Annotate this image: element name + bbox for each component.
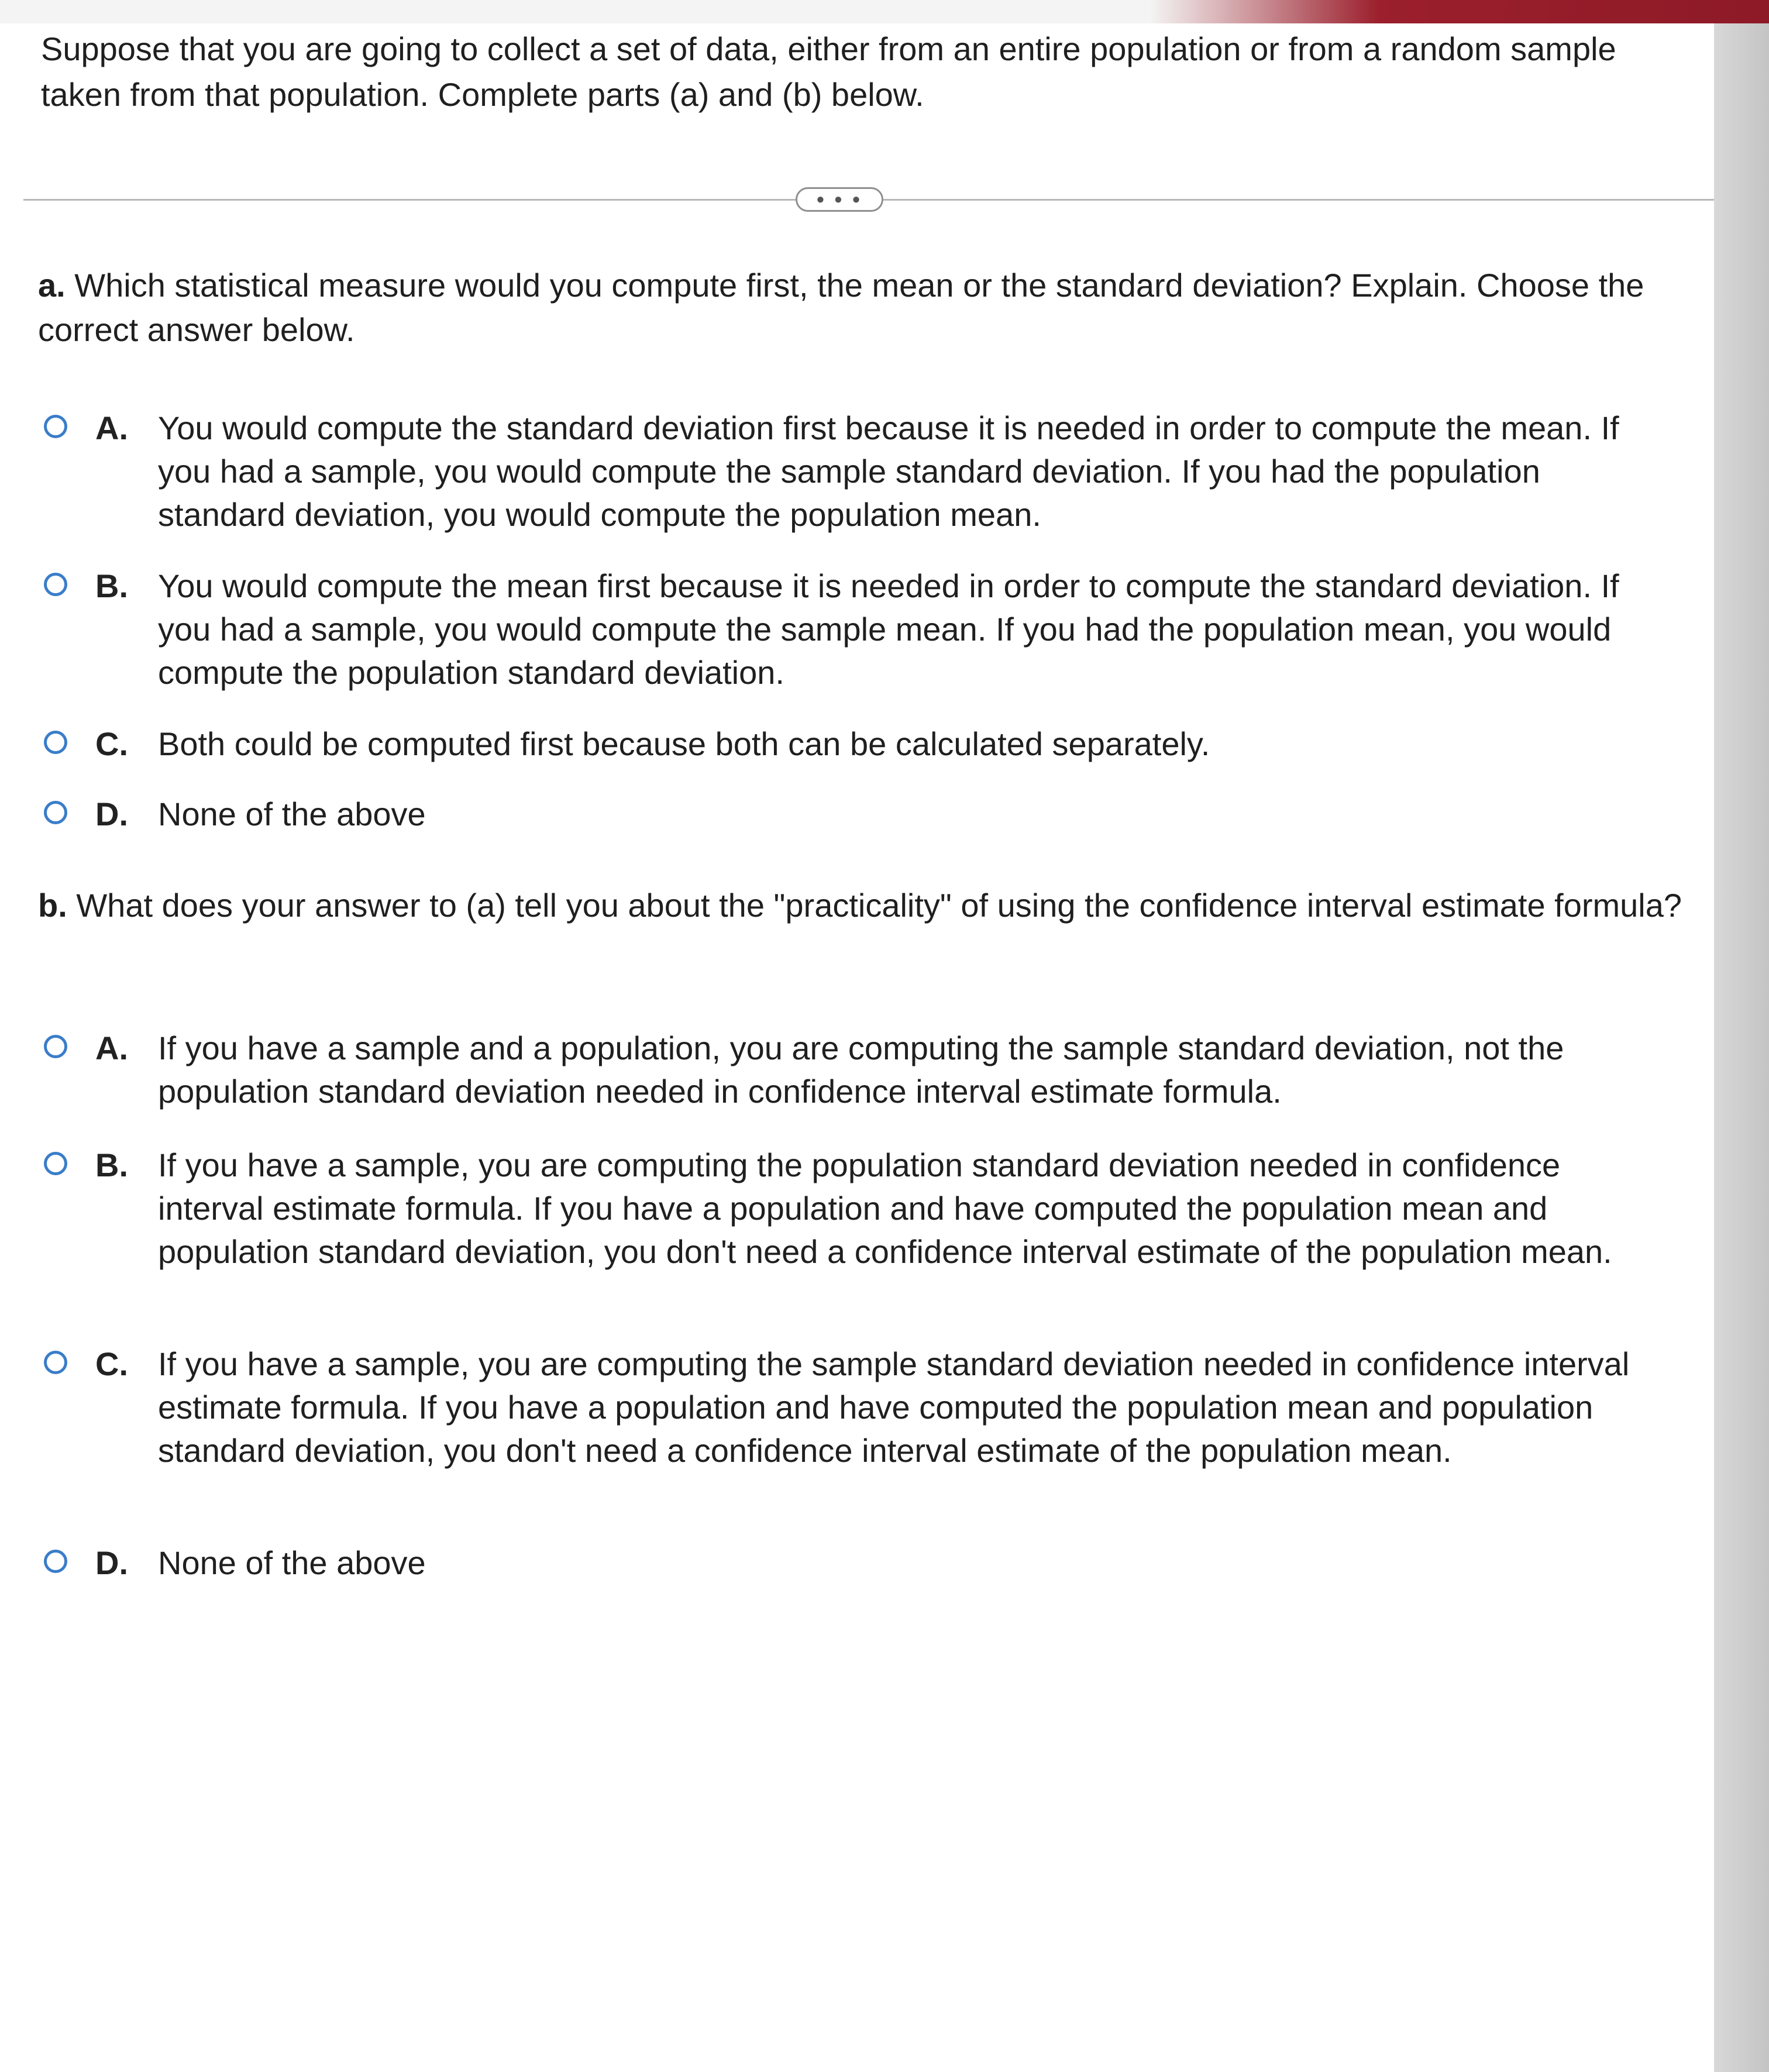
option-text: Both could be computed first because both can be calculated separately. [158, 725, 1210, 762]
part-b-label: b. [38, 887, 67, 924]
more-options-button[interactable]: • • • [796, 187, 883, 212]
radio-button-icon[interactable] [44, 731, 67, 754]
option-letter: D. [95, 1544, 128, 1581]
radio-button-icon[interactable] [44, 415, 67, 438]
part-a-label: a. [38, 267, 66, 304]
radio-button-icon[interactable] [44, 573, 67, 596]
option-letter: C. [95, 725, 128, 762]
option-letter: B. [95, 1147, 128, 1183]
option-text: If you have a sample, you are computing the population standard deviation needed in confidence interval estimate formula. If you have a population and have computed the population mean and population standard deviation, you don't need a confidence interval estimate of the population mean. [158, 1147, 1612, 1270]
radio-button-icon[interactable] [44, 1035, 67, 1058]
option-letter: C. [95, 1345, 128, 1382]
part-a-question [38, 263, 1711, 352]
option-letter: A. [95, 1030, 128, 1066]
option-text: None of the above [158, 796, 426, 832]
window-top-bar [0, 0, 1769, 23]
option-text: You would compute the mean first because it is needed in order to compute the standard deviation. If you had a sample, you would compute the sample mean. If you had the population mean, you would compute the population standard deviation. [158, 567, 1619, 691]
option-letter: A. [95, 409, 128, 446]
question-intro: Suppose that you are going to collect a set of data, either from an entire population or from a random sample taken from that population. Complete parts (a) and (b) below. [41, 30, 1616, 113]
option-letter: B. [95, 567, 128, 604]
radio-button-icon[interactable] [44, 1152, 67, 1175]
part-b-text: What does your answer to (a) tell you about the "practicality" of using the confidence interval estimate formula? [76, 887, 1682, 924]
option-text: If you have a sample, you are computing the sample standard deviation needed in confidence interval estimate formula. If you have a population and have computed the population mean and population standard deviation, you don't need a confidence interval estimate of the population mean. [158, 1345, 1630, 1469]
screen-edge [1714, 23, 1769, 2072]
option-text: None of the above [158, 1544, 426, 1581]
option-text: You would compute the standard deviation first because it is needed in order to compute the mean. If you had a sample, you would compute the sample standard deviation. If you had the population standard deviation, you would compute the population mean. [158, 409, 1619, 533]
radio-button-icon[interactable] [44, 1351, 67, 1374]
radio-button-icon[interactable] [44, 801, 67, 824]
part-a-text: Which statistical measure would you compute first, the mean or the standard deviation? Explain. Choose the correct answer below. [38, 267, 1644, 348]
part-b-question [38, 883, 1711, 928]
question-page [0, 23, 1714, 2072]
option-letter: D. [95, 796, 128, 832]
radio-button-icon[interactable] [44, 1550, 67, 1573]
option-text: If you have a sample and a population, you are computing the sample standard deviation, not the population standard deviation needed in confidence interval estimate formula. [158, 1030, 1564, 1110]
